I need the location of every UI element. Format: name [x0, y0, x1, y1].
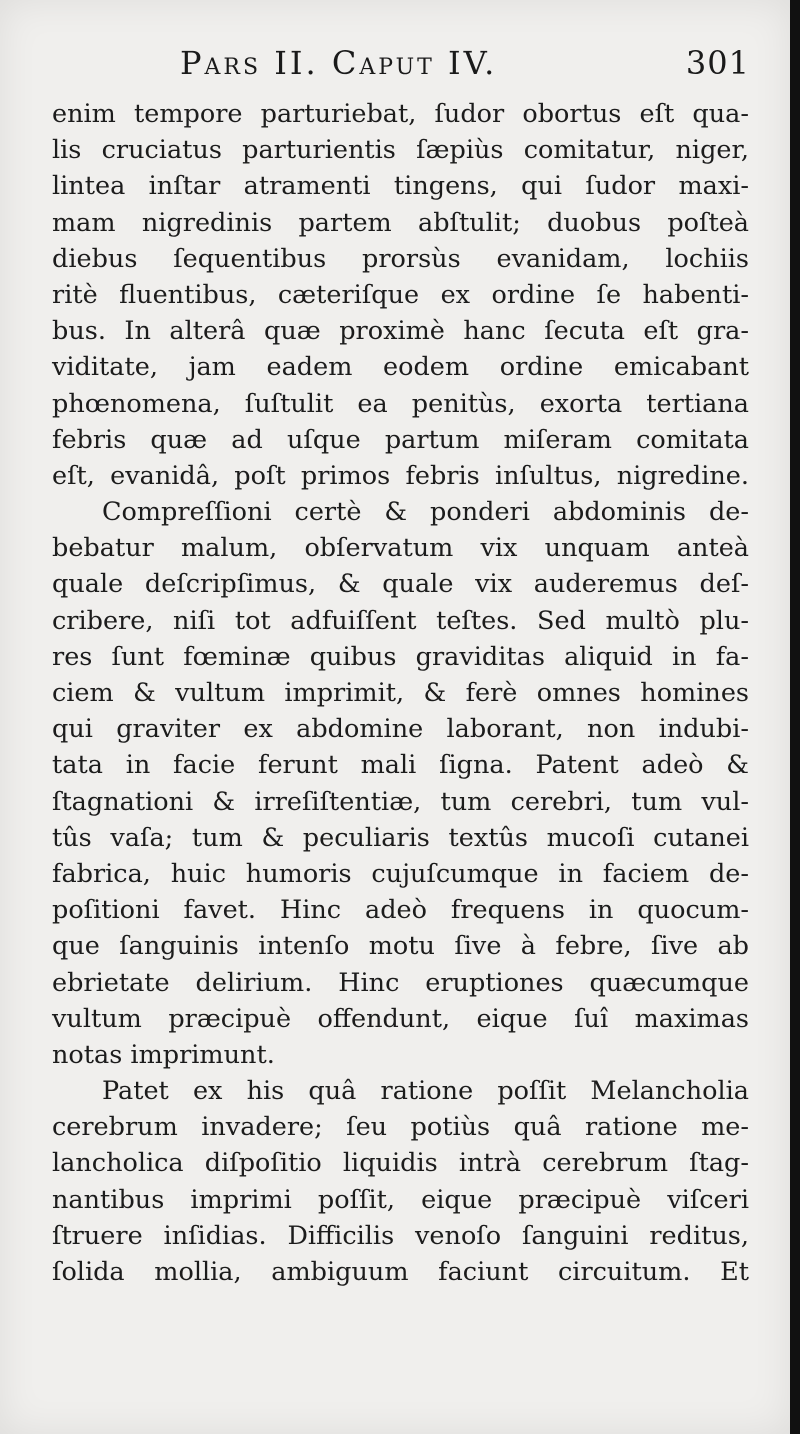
text-line: tata in facie ferunt mali ſigna. Patent adeò & [52, 750, 749, 781]
text-line: cribere, niſi tot adfuiſſent teſtes. Sed multò plu- [52, 605, 749, 636]
text-line: qui graviter ex abdomine laborant, non indubi- [52, 714, 749, 745]
page-header [0, 44, 790, 92]
text-line: Patet ex his quâ ratione poſſit Melancholia [102, 1076, 749, 1107]
text-line: lis cruciatus parturientis ſæpiùs comitatur, niger, [52, 135, 749, 166]
text-line: eſt, evanidâ, poſt primos febris inſultus, nigredine. [52, 460, 749, 491]
text-line: ſtagnationi & irreſiſtentiæ, tum cerebri, tum vul- [52, 786, 749, 817]
text-line: febris quæ ad uſque partum miſeram comitata [52, 424, 749, 455]
text-line: phœnomena, ſuſtulit ea penitùs, exorta tertiana [52, 388, 749, 419]
text-line: enim tempore parturiebat, ſudor obortus eſt qua- [52, 99, 749, 129]
text-line: nantibus imprimi poſſit, eique præcipuè viſceri [52, 1184, 749, 1215]
text-line: ſolida mollia, ambiguum faciunt circuitum. Et [52, 1257, 749, 1287]
text-line: tûs vaſa; tum & peculiaris textûs mucoſi cutanei [52, 822, 749, 853]
text-line: ebrietate delirium. Hinc eruptiones quæcumque [52, 967, 749, 998]
text-line: fabrica, huic humoris cujuſcumque in faciem de- [52, 858, 749, 889]
text-line: vultum præcipuè offendunt, eique ſuî maximas [52, 1003, 749, 1034]
text-line: bebatur malum, obſervatum vix unquam anteà [52, 533, 749, 564]
text-line: lintea inſtar atramenti tingens, qui ſudor maxi- [52, 171, 749, 202]
running-head: Pars II. Caput IV. [180, 44, 498, 82]
text-line: Compreſſioni certè & ponderi abdominis de- [102, 497, 749, 528]
body-text [52, 96, 749, 1290]
text-line: quale deſcripſimus, & quale vix auderemus deſ- [52, 569, 749, 600]
text-line: poſitioni favet. Hinc adeò frequens in quocum- [52, 895, 749, 926]
text-line: diebus ſequentibus prorsùs evanidam, lochiis [52, 243, 749, 274]
text-line: ciem & vultum imprimit, & ferè omnes homines [52, 678, 749, 708]
page-number: 301 [685, 44, 750, 82]
page-edge [790, 0, 800, 1434]
text-line: viditate, jam eadem eodem ordine emicabant [52, 352, 749, 383]
text-line: res ſunt fœminæ quibus graviditas aliquid in fa- [52, 641, 749, 672]
text-line: lancholica diſpoſitio liquidis intrà cerebrum ſtag- [52, 1148, 749, 1179]
text-line: mam nigredinis partem abſtulit; duobus poſteà [52, 207, 749, 238]
text-line: notas imprimunt. [52, 1039, 275, 1070]
text-line: cerebrum invadere; ſeu potiùs quâ ratione me- [52, 1112, 749, 1143]
text-line: ſtruere inſidias. Difficilis venoſo ſanguini reditus, [52, 1220, 749, 1251]
text-line: bus. In alterâ quæ proximè hanc ſecuta eſt gra- [52, 316, 749, 347]
text-line: que ſanguinis intenſo motu ſive à febre, ſive ab [52, 931, 749, 962]
text-line: ritè fluentibus, cæteriſque ex ordine ſe habenti- [52, 279, 749, 310]
